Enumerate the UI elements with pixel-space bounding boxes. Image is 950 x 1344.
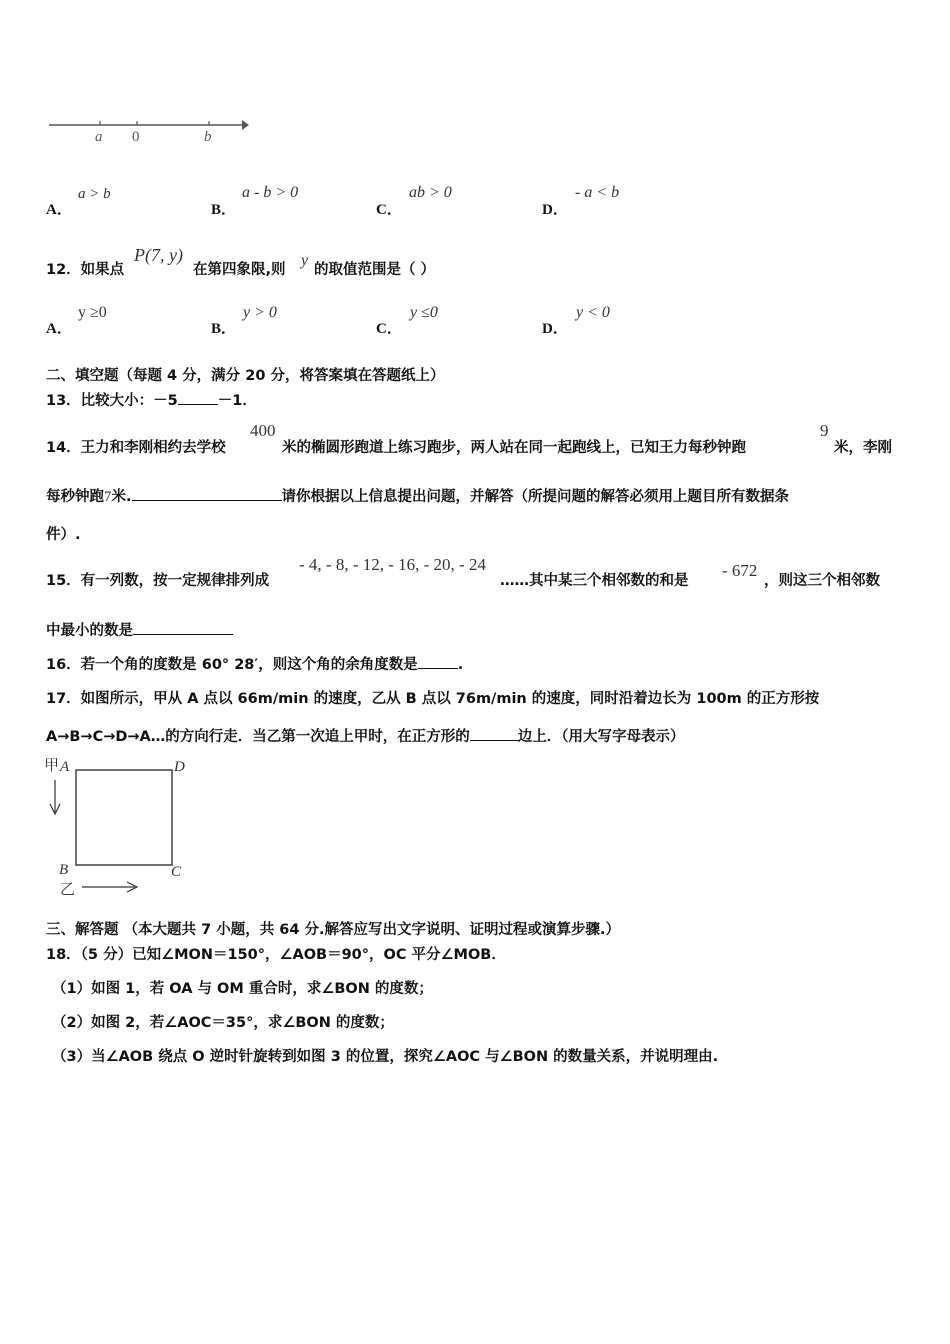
q12-option-d-letter: D． [542, 321, 568, 337]
figure-label-a: A [60, 759, 70, 775]
option-letter: B． [211, 202, 237, 218]
numberline-label-b: b [204, 129, 212, 145]
q17-line2-end: 边上．（用大写字母表示） [517, 729, 685, 745]
figure-label-d: D [174, 759, 185, 775]
option-letter: D． [542, 202, 568, 218]
q14-speed1: 9 [820, 421, 829, 440]
q12-prefix: 12．如果点 [46, 262, 125, 278]
q14-answer-blank[interactable] [132, 500, 282, 501]
q15-tail: ，则这三个相邻数 [764, 573, 880, 589]
q14-speed2: 7 [104, 489, 112, 505]
q12-point: P(7, y) [134, 245, 183, 265]
q14-mid: 米的椭圆形跑道上练习跑步，两人站在同一起跑线上，已知王力每秒钟跑 [282, 440, 746, 456]
q15-sum: - 672 [722, 561, 758, 580]
q12-option-c-letter: C． [376, 321, 402, 337]
q12-var: y [301, 252, 309, 269]
q16 [46, 653, 463, 674]
q15-line2 [46, 619, 233, 640]
q11-option-b [211, 198, 236, 219]
section-2-heading: 二、填空题（每题 4 分，满分 20 分，将答案填在答题纸上） [46, 368, 445, 384]
q14-line2 [46, 485, 789, 506]
q12-option-a-letter: A． [46, 321, 72, 337]
q18-stem: 18．（5 分）已知∠MON＝150°，∠AOB＝90°，OC 平分∠MOB． [46, 947, 506, 963]
q12-option-c-expr: y ≤0 [410, 304, 438, 321]
q13-answer-blank[interactable] [178, 404, 218, 405]
q14-line2-unit: 米. [111, 489, 132, 505]
option-letter: C． [376, 202, 402, 218]
q12-suffix: 的取值范围是（ ） [314, 262, 436, 278]
numberline-label-0: 0 [132, 129, 140, 145]
q11-option-d [542, 198, 568, 219]
q12-option-d-expr: y < 0 [576, 304, 610, 321]
figure-label-yi: 乙 [60, 882, 76, 898]
q17-square-figure [40, 752, 200, 900]
q15-mid: ……其中某三个相邻数的和是 [500, 573, 689, 589]
q11-option-d-expr: - a < b [575, 184, 620, 201]
q15-prefix: 15．有一列数，按一定规律排列成 [46, 573, 270, 589]
q12-option-b-letter: B． [211, 321, 237, 337]
q16-text: 16．若一个角的度数是 60° 28′，则这个角的余角度数是 [46, 657, 418, 673]
q13 [46, 389, 257, 410]
q13-text-b: －1． [217, 393, 257, 409]
q15-answer-blank[interactable] [133, 634, 233, 635]
q12-mid: 在第四象限,则 [193, 262, 286, 278]
q12-option-b-expr: y > 0 [243, 304, 277, 321]
q11-option-b-expr: a - b > 0 [242, 184, 299, 201]
q14-line3: 件）. [46, 527, 81, 543]
q14-line2-prefix: 每秒钟跑 [46, 489, 104, 505]
q15-line2-text: 中最小的数是 [46, 623, 133, 639]
q17-line2-mid: 的方向行走．当乙第一次追上甲时，在正方形的 [165, 729, 470, 745]
q11-option-a-expr: a > b [78, 186, 111, 202]
figure-label-jia: 甲 [44, 758, 60, 774]
q13-text-a: 13．比较大小：－5 [46, 393, 178, 409]
q14-line2-suffix: 请你根据以上信息提出问题，并解答（所提问题的解答必须用上题目所有数据条 [281, 489, 790, 505]
q16-end: . [457, 657, 464, 673]
q16-answer-blank[interactable] [418, 668, 458, 669]
figure-label-c: C [171, 864, 182, 880]
q11-option-c-expr: ab > 0 [409, 184, 452, 201]
q17-line2 [46, 725, 685, 746]
q17-answer-blank[interactable] [470, 740, 518, 741]
q18-part3: （3）当∠AOB 绕点 O 逆时针旋转到如图 3 的位置，探究∠AOC 与∠BON 的数量关系，并说明理由. [52, 1049, 719, 1065]
figure-label-b: B [59, 862, 69, 878]
q18-part1: （1）如图 1，若 OA 与 OM 重合时，求∠BON 的度数； [52, 981, 433, 997]
q11-option-a [46, 198, 72, 219]
q11-option-c [376, 198, 402, 219]
q14-distance: 400 [250, 421, 276, 440]
numberline-label-a: a [95, 129, 103, 145]
down-arrow-icon [50, 780, 60, 814]
q12-option-a-expr: y ≥0 [78, 304, 107, 321]
q14-tail1: 米，李刚 [834, 440, 892, 456]
q17-path: A→B→C→D→A… [46, 729, 166, 745]
right-arrow-icon [82, 882, 137, 892]
section-3-heading: 三、解答题 （本大题共 7 小题，共 64 分.解答应写出文字说明、证明过程或演算步骤.） [46, 922, 621, 938]
number-line-figure [44, 110, 254, 150]
option-letter: A． [46, 202, 72, 218]
q17-line1: 17．如图所示，甲从 A 点以 66m/min 的速度，乙从 B 点以 76m/min 的速度，同时沿着边长为 100m 的正方形按 [46, 691, 820, 707]
q14-prefix: 14．王力和李刚相约去学校 [46, 440, 226, 456]
q15-sequence: - 4, - 8, - 12, - 16, - 20, - 24 [299, 555, 486, 574]
q18-part2: （2）如图 2，若∠AOC＝35°，求∠BON 的度数； [52, 1015, 394, 1031]
